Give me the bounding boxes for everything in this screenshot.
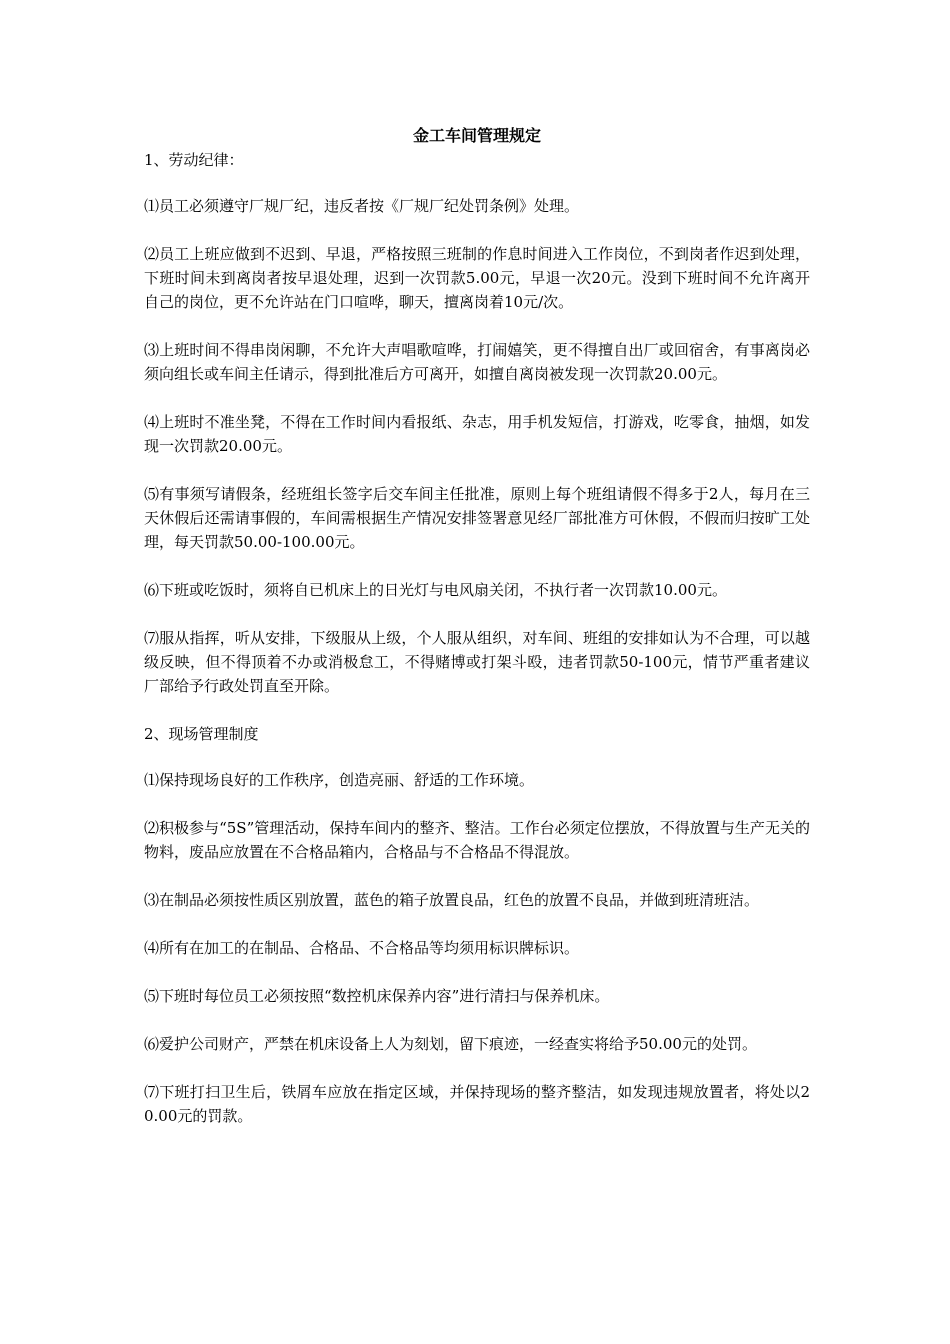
- rule-item: ⑺服从指挥，听从安排，下级服从上级，个人服从组织，对车间、班组的安排如认为不合理，可以越级反映，但不得顶着不办或消极怠工，不得赌博或打架斗殴，违者罚款50-100元，情节严重者建议厂部给予行政处罚直至开除。: [144, 629, 810, 695]
- rule-item: ⑵积极参与“5S”管理活动，保持车间内的整齐、整洁。工作台必须定位摆放，不得放置与生产无关的物料，废品应放置在不合格品箱内，合格品与不合格品不得混放。: [144, 819, 810, 861]
- rule-item: ⑴保持现场良好的工作秩序，创造亮丽、舒适的工作环境。: [144, 771, 535, 789]
- section-heading: 1、劳动纪律：: [144, 151, 244, 169]
- rule-item: ⑹下班或吃饭时，须将自已机床上的日光灯与电风扇关闭，不执行者一次罚款10.00元。: [144, 581, 727, 599]
- rule-item: ⑷上班时不准坐凳，不得在工作时间内看报纸、杂志，用手机发短信，打游戏，吃零食，抽烟，如发现一次罚款20.00元。: [144, 413, 810, 455]
- rule-item: ⑸下班时每位员工必须按照“数控机床保养内容”进行清扫与保养机床。: [144, 987, 610, 1005]
- rule-item: ⑶上班时间不得串岗闲聊，不允许大声唱歌喧哗，打闹嬉笑，更不得擅自出厂或回宿舍，有事离岗必须向组长或车间主任请示，得到批准后方可离开，如擅自离岗被发现一次罚款20.00元。: [144, 341, 810, 383]
- rule-item: ⑹爱护公司财产，严禁在机床设备上人为刻划，留下痕迹，一经查实将给予50.00元的处罚。: [144, 1035, 757, 1053]
- section-labor-discipline: [144, 148, 810, 698]
- rule-item: ⑸有事须写请假条，经班组长签字后交车间主任批准，原则上每个班组请假不得多于2人，每月在三天休假后还需请事假的，车间需根据生产情况安排签署意见经厂部批准方可休假，不假而归按旷工处理，每天罚款50.00-100.00元。: [144, 485, 810, 551]
- rule-item: ⑵员工上班应做到不迟到、早退，严格按照三班制的作息时间进入工作岗位，不到岗者作迟到处理，下班时间未到离岗者按早退处理，迟到一次罚款5.00元，早退一次20元。没到下班时间不允许离开自己的岗位，更不允许站在门口喧哗，聊天，擅离岗着10元/次。: [144, 245, 810, 311]
- rule-item: ⑶在制品必须按性质区别放置，蓝色的箱子放置良品，红色的放置不良品，并做到班清班洁。: [144, 891, 760, 909]
- rule-item: ⑺下班打扫卫生后，铁屑车应放在指定区域，并保持现场的整齐整洁，如发现违规放置者，将处以20.00元的罚款。: [144, 1083, 810, 1125]
- rule-item: ⑴员工必须遵守厂规厂纪，违反者按《厂规厂纪处罚条例》处理。: [144, 197, 580, 215]
- section-site-management: [144, 722, 810, 1128]
- document-page: [144, 124, 810, 1152]
- document-title: 金工车间管理规定: [412, 126, 541, 145]
- section-heading: 2、现场管理制度: [144, 725, 259, 743]
- rule-item: ⑷所有在加工的在制品、合格品、不合格品等均须用标识牌标识。: [144, 939, 580, 957]
